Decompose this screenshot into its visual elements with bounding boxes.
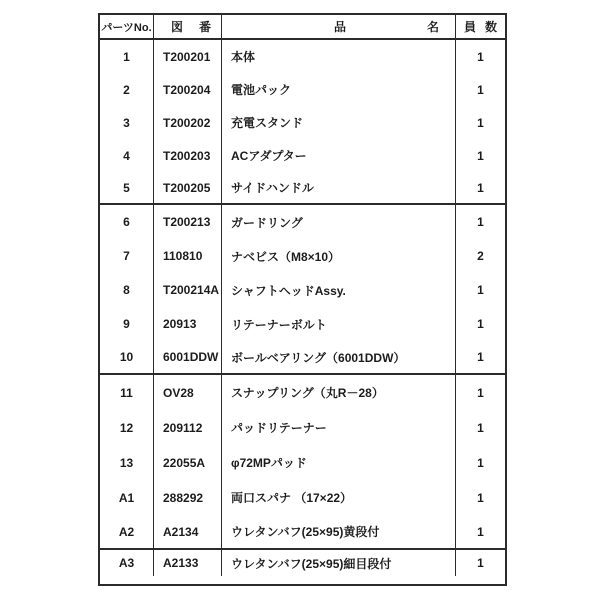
- cell-part-no: 11: [100, 375, 154, 410]
- cell-part-name: 電池パック: [222, 73, 456, 106]
- table-row-8: [100, 273, 505, 307]
- cell-drawing-no: T200214A: [154, 273, 222, 307]
- table-row-1: [100, 40, 505, 73]
- parts-table-header: [100, 15, 505, 40]
- cell-qty: 1: [477, 385, 484, 400]
- table-row-4: [100, 139, 505, 172]
- cell-part-name: リテーナーボルト: [222, 307, 456, 341]
- cell-part-no: 10: [100, 341, 154, 373]
- cell-part-name: 両口スパナ （17×22）: [222, 480, 456, 515]
- cell-part-name: 充電スタンド: [222, 106, 456, 139]
- cell-part-name: ウレタンバフ(25×95)細目段付: [222, 550, 456, 576]
- header-qty: [456, 15, 505, 38]
- cell-part-name: ACアダプター: [222, 139, 456, 172]
- table-row-13: [100, 445, 505, 480]
- cell-qty: 1: [477, 420, 484, 435]
- cell-part-name: パッドリテーナー: [222, 410, 456, 445]
- cell-drawing-no: 288292: [154, 480, 222, 515]
- cell-drawing-no: A2134: [154, 515, 222, 548]
- cell-drawing-no: T200205: [154, 172, 222, 203]
- cell-part-no: 2: [100, 73, 154, 106]
- table-row-A1: [100, 480, 505, 515]
- cell-part-name: サイドハンドル: [222, 172, 456, 203]
- cell-part-name: ウレタンバフ(25×95)黄段付: [222, 515, 456, 548]
- cell-part-no: 7: [100, 239, 154, 273]
- header-drawing-no-char-right: 番: [198, 20, 211, 34]
- cell-part-name: スナップリング（丸R－28）: [222, 375, 456, 410]
- cell-part-no: 5: [100, 172, 154, 203]
- cell-qty: 1: [477, 283, 484, 297]
- cell-drawing-no: T200201: [154, 40, 222, 73]
- cell-drawing-no: T200203: [154, 139, 222, 172]
- cell-part-name: φ72MPパッド: [222, 445, 456, 480]
- cell-qty: 1: [477, 215, 484, 229]
- cell-qty: 1: [477, 180, 484, 195]
- cell-part-no: 3: [100, 106, 154, 139]
- table-row-6: [100, 205, 505, 239]
- table-row-A3: [100, 550, 505, 576]
- table-row-11: [100, 375, 505, 410]
- table-row-7: [100, 239, 505, 273]
- cell-qty: 1: [477, 350, 484, 364]
- cell-part-no: 12: [100, 410, 154, 445]
- cell-part-no: 9: [100, 307, 154, 341]
- header-qty-char-left: 員: [464, 20, 477, 34]
- cell-part-no: 4: [100, 139, 154, 172]
- cell-drawing-no: T200213: [154, 205, 222, 239]
- cell-qty: 1: [477, 115, 484, 130]
- cell-drawing-no: 22055A: [154, 445, 222, 480]
- header-part-name-char-left: 品: [334, 20, 347, 34]
- cell-qty: 1: [477, 82, 484, 97]
- cell-qty: 1: [477, 317, 484, 331]
- cell-part-no: A1: [100, 480, 154, 515]
- cell-part-no: A2: [100, 515, 154, 548]
- cell-part-name: シャフトヘッドAssy.: [222, 273, 456, 307]
- header-part-name: [222, 15, 456, 38]
- cell-drawing-no: 110810: [154, 239, 222, 273]
- cell-part-no: 13: [100, 445, 154, 480]
- cell-qty: 1: [477, 524, 484, 539]
- cell-drawing-no: T200204: [154, 73, 222, 106]
- table-row-2: [100, 73, 505, 106]
- cell-qty: 1: [477, 556, 484, 570]
- header-parts-no: パーツNo.: [100, 15, 154, 38]
- cell-part-name: 本体: [222, 40, 456, 73]
- cell-drawing-no: A2133: [154, 550, 222, 576]
- cell-qty: 1: [477, 49, 484, 64]
- table-row-5: [100, 172, 505, 205]
- cell-drawing-no: 20913: [154, 307, 222, 341]
- header-qty-char-right: 数: [484, 20, 497, 34]
- cell-part-no: A3: [100, 550, 154, 576]
- table-row-3: [100, 106, 505, 139]
- cell-qty: 1: [477, 148, 484, 163]
- cell-part-no: 1: [100, 40, 154, 73]
- cell-drawing-no: 6001DDW: [154, 341, 222, 373]
- table-row-12: [100, 410, 505, 445]
- table-row-A2: [100, 515, 505, 550]
- cell-qty: 2: [477, 249, 484, 263]
- header-drawing-no-char-left: 図: [171, 20, 184, 34]
- header-part-name-char-right: 名: [426, 20, 439, 34]
- cell-drawing-no: T200202: [154, 106, 222, 139]
- cell-part-name: ボールベアリング（6001DDW）: [222, 341, 456, 373]
- cell-part-name: ナベビス（M8×10）: [222, 239, 456, 273]
- cell-qty: 1: [477, 455, 484, 470]
- table-row-9: [100, 307, 505, 341]
- table-row-10: [100, 341, 505, 375]
- cell-qty: 1: [477, 490, 484, 505]
- cell-drawing-no: 209112: [154, 410, 222, 445]
- cell-part-no: 6: [100, 205, 154, 239]
- cell-part-no: 8: [100, 273, 154, 307]
- cell-drawing-no: OV28: [154, 375, 222, 410]
- parts-table: [98, 13, 507, 586]
- cell-part-name: ガードリング: [222, 205, 456, 239]
- header-drawing-no: [154, 15, 222, 38]
